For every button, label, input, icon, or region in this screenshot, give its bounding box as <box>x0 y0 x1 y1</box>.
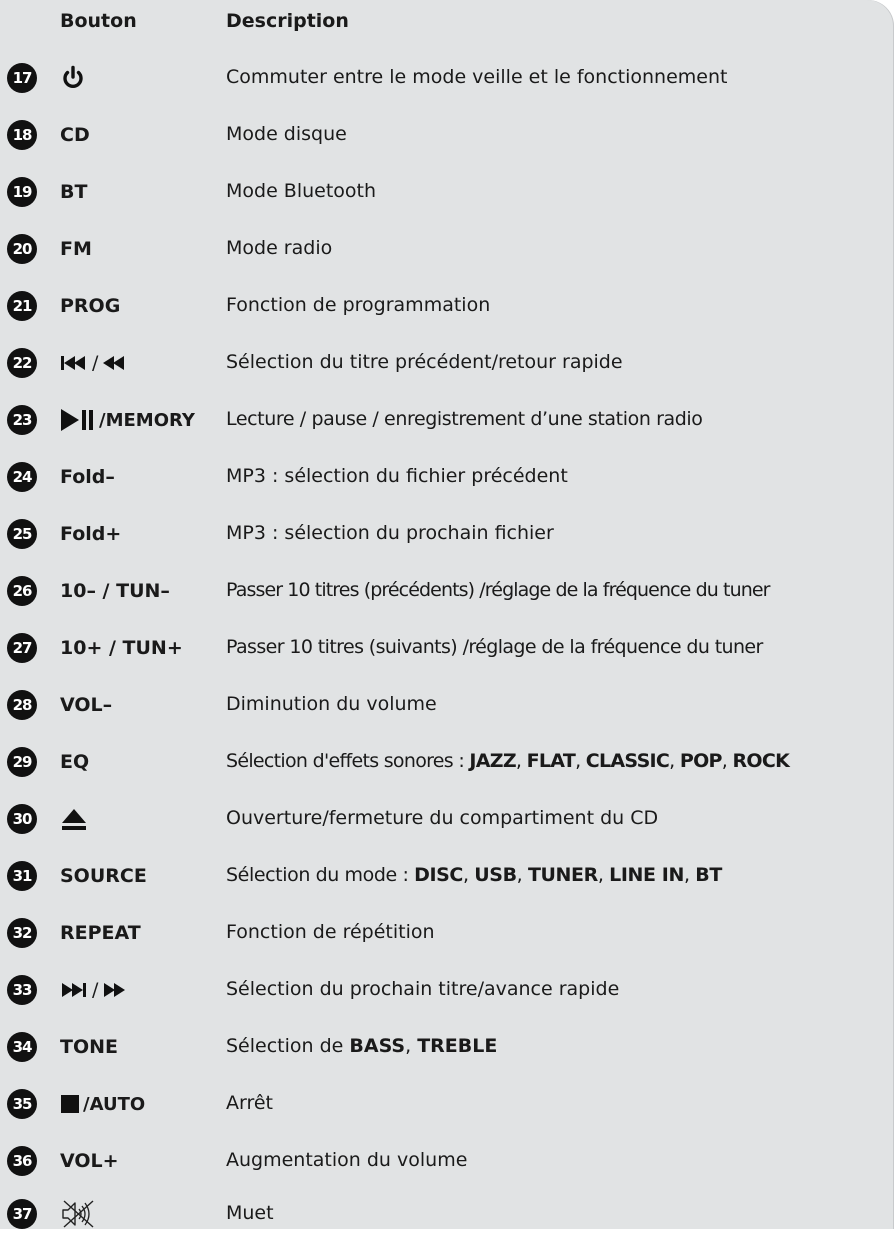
effect-classic: CLASSIC <box>585 750 670 772</box>
row-number: 18 <box>7 120 37 150</box>
table-row <box>0 570 894 610</box>
button-cell <box>60 407 195 433</box>
table-row <box>0 456 894 496</box>
description-cell: Diminution du volume <box>226 693 437 715</box>
table-row <box>0 1140 894 1180</box>
description-cell: Fonction de répétition <box>226 921 435 943</box>
mode-disc: DISC <box>414 864 463 886</box>
button-label: TONE <box>60 1036 118 1058</box>
row-number: 29 <box>7 747 37 777</box>
button-cell <box>60 1091 145 1117</box>
row-number: 20 <box>7 234 37 264</box>
table-row <box>0 741 894 781</box>
next-track-icon <box>60 981 88 999</box>
button-label: CD <box>60 124 90 146</box>
table-row <box>0 285 894 325</box>
description-cell: Arrêt <box>226 1092 274 1114</box>
button-label: 10– / TUN– <box>60 580 170 602</box>
description-cell: Sélection de BASS, TREBLE <box>226 1035 498 1057</box>
effect-jazz: JAZZ <box>469 750 516 772</box>
table-row <box>0 171 894 211</box>
button-label: EQ <box>60 751 90 773</box>
button-label: Fold+ <box>60 523 122 545</box>
table-row <box>0 342 894 382</box>
mode-usb: USB <box>474 864 517 886</box>
mute-icon <box>60 1199 96 1229</box>
button-label: VOL+ <box>60 1150 119 1172</box>
row-number: 35 <box>7 1089 37 1119</box>
description-cell: Sélection du mode : DISC, USB, TUNER, LINE IN, BT <box>226 864 722 886</box>
row-number: 36 <box>7 1146 37 1176</box>
table-row <box>0 798 894 838</box>
description-cell: MP3 : sélection du prochain fichier <box>226 522 554 544</box>
description-cell: Sélection du titre précédent/retour rapide <box>226 351 623 373</box>
description-text: Sélection du mode : <box>226 864 415 886</box>
table-row <box>0 1193 894 1233</box>
row-number: 32 <box>7 918 37 948</box>
table-row <box>0 57 894 97</box>
table-row <box>0 627 894 667</box>
button-label: Fold– <box>60 466 115 488</box>
description-cell: Ouverture/fermeture du compartiment du CD <box>226 807 659 829</box>
button-label: PROG <box>60 295 121 317</box>
header-button: Bouton <box>60 10 137 32</box>
power-icon <box>60 65 86 91</box>
description-cell: Passer 10 titres (suivants) /réglage de la fréquence du tuner <box>226 636 763 658</box>
effect-pop: POP <box>679 750 722 772</box>
table-row <box>0 114 894 154</box>
description-cell: Passer 10 titres (précédents) /réglage de la fréquence du tuner <box>226 579 770 601</box>
table-row <box>0 1026 894 1066</box>
description-cell: Augmentation du volume <box>226 1149 468 1171</box>
button-cell <box>60 350 126 376</box>
row-number: 17 <box>7 63 37 93</box>
button-label: 10+ / TUN+ <box>60 637 183 659</box>
table-row <box>0 513 894 553</box>
table-row <box>0 1083 894 1123</box>
tone-bass: BASS <box>349 1035 406 1057</box>
row-number: 34 <box>7 1032 37 1062</box>
description-cell: Sélection du prochain titre/avance rapide <box>226 978 620 1000</box>
eject-icon <box>60 807 88 831</box>
table-row <box>0 684 894 724</box>
effect-rock: ROCK <box>732 750 790 772</box>
description-cell: Muet <box>226 1202 274 1224</box>
mode-tuner: TUNER <box>527 864 598 886</box>
previous-track-icon <box>60 354 88 372</box>
button-cell <box>60 65 86 91</box>
button-label: REPEAT <box>60 922 141 944</box>
table-row <box>0 228 894 268</box>
description-cell: MP3 : sélection du fichier précédent <box>226 465 568 487</box>
description-cell: Mode Bluetooth <box>226 180 377 202</box>
row-number: 22 <box>7 348 37 378</box>
row-number: 33 <box>7 975 37 1005</box>
button-label: /AUTO <box>83 1093 146 1115</box>
description-cell: Commuter entre le mode veille et le fonctionnement <box>226 66 728 88</box>
effect-flat: FLAT <box>526 750 576 772</box>
play-pause-icon <box>60 408 96 432</box>
description-cell: Fonction de programmation <box>226 294 491 316</box>
table-row <box>0 855 894 895</box>
row-number: 27 <box>7 633 37 663</box>
row-number: 23 <box>7 405 37 435</box>
header-description: Description <box>226 10 349 32</box>
button-cell <box>60 1201 96 1227</box>
button-separator: / <box>92 352 99 374</box>
row-number: 37 <box>7 1199 37 1229</box>
button-label: SOURCE <box>60 865 147 887</box>
table-row <box>0 399 894 439</box>
rewind-icon <box>102 354 126 372</box>
description-cell: Lecture / pause / enregistrement d’une station radio <box>226 408 703 430</box>
mode-bt: BT <box>695 864 722 886</box>
button-label: VOL– <box>60 694 113 716</box>
button-label: BT <box>60 181 88 203</box>
table-row <box>0 969 894 1009</box>
row-number: 24 <box>7 462 37 492</box>
button-label: /MEMORY <box>99 409 195 431</box>
row-number: 19 <box>7 177 37 207</box>
button-cell <box>60 806 88 832</box>
description-cell: Sélection d'effets sonores : JAZZ, FLAT, CLASSIC, POP, ROCK <box>226 750 790 772</box>
button-label: FM <box>60 238 92 260</box>
button-cell <box>60 977 126 1003</box>
mode-line-in: LINE IN <box>609 864 684 886</box>
row-number: 28 <box>7 690 37 720</box>
tone-treble: TREBLE <box>417 1035 498 1057</box>
row-number: 26 <box>7 576 37 606</box>
stop-icon <box>60 1094 80 1114</box>
fast-forward-icon <box>102 981 126 999</box>
description-cell: Mode disque <box>226 123 347 145</box>
row-number: 21 <box>7 291 37 321</box>
description-text: Sélection de <box>226 1035 350 1057</box>
row-number: 25 <box>7 519 37 549</box>
description-cell: Mode radio <box>226 237 333 259</box>
row-number: 30 <box>7 804 37 834</box>
table-row <box>0 912 894 952</box>
description-text: Sélection d'effets sonores : <box>226 750 470 772</box>
button-separator: / <box>92 979 99 1001</box>
row-number: 31 <box>7 861 37 891</box>
